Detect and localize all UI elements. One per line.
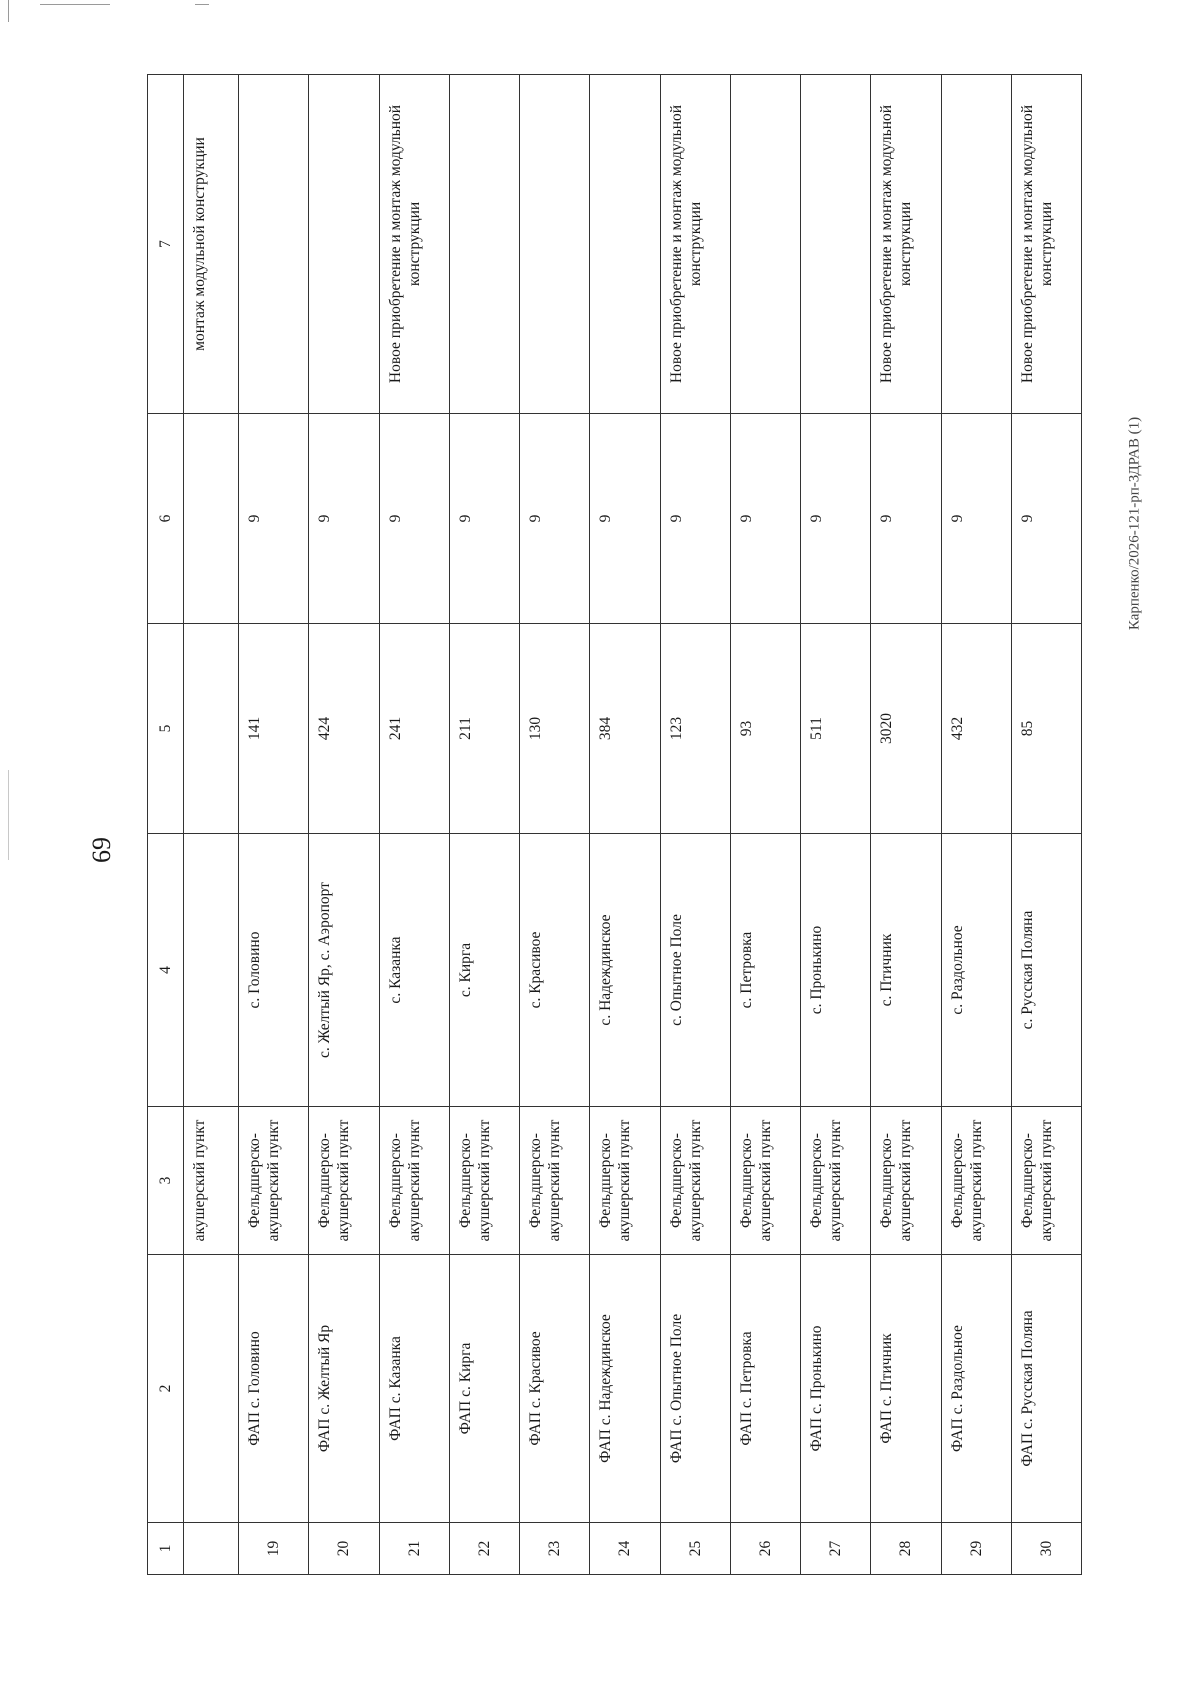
cell-number: 26: [730, 1523, 800, 1575]
column-header: 5: [148, 624, 184, 834]
cell-name: ФАП с. Желтый Яр: [309, 1255, 379, 1523]
cell-type: Фельдшерско-акушерский пункт: [941, 1107, 1011, 1255]
cell-population: [184, 624, 239, 834]
cell-number: 28: [871, 1523, 941, 1575]
table-row: [871, 75, 941, 1575]
cell-level: 9: [309, 414, 379, 624]
cell-name: ФАП с. Птичник: [871, 1255, 941, 1523]
rotated-table-container: [147, 75, 1082, 1575]
cell-population: 424: [309, 624, 379, 834]
column-header: 1: [148, 1523, 184, 1575]
cell-type: Фельдшерско-акушерский пункт: [239, 1107, 309, 1255]
table-row: [590, 75, 660, 1575]
cell-locality: с. Русская Поляна: [1011, 834, 1081, 1107]
cell-population: 211: [449, 624, 519, 834]
scan-edge-mark: [8, 0, 9, 22]
cell-level: [184, 414, 239, 624]
document-reference: Карпенко/2026-121-рп-ЗДРАВ (1): [1126, 416, 1143, 631]
cell-population: 3020: [871, 624, 941, 834]
cell-note: [239, 75, 309, 414]
column-header: 4: [148, 834, 184, 1107]
table-row: [449, 75, 519, 1575]
cell-note: [730, 75, 800, 414]
cell-number: 25: [660, 1523, 730, 1575]
cell-name: ФАП с. Красивое: [520, 1255, 590, 1523]
cell-number: 29: [941, 1523, 1011, 1575]
table-row: [660, 75, 730, 1575]
cell-level: 9: [1011, 414, 1081, 624]
cell-level: 9: [730, 414, 800, 624]
cell-note: монтаж модульной конструкции: [184, 75, 239, 414]
cell-locality: с. Головино: [239, 834, 309, 1107]
table-row: [239, 75, 309, 1575]
scan-edge-mark: [195, 4, 209, 5]
cell-type: акушерский пункт: [184, 1107, 239, 1255]
table-row: [309, 75, 379, 1575]
cell-level: 9: [871, 414, 941, 624]
table-row: [941, 75, 1011, 1575]
column-header: 7: [148, 75, 184, 414]
table-row: [730, 75, 800, 1575]
cell-note: [801, 75, 871, 414]
table-row: [801, 75, 871, 1575]
cell-type: Фельдшерско-акушерский пункт: [660, 1107, 730, 1255]
table-row: [520, 75, 590, 1575]
cell-locality: с. Надеждинское: [590, 834, 660, 1107]
column-header: 6: [148, 414, 184, 624]
cell-name: ФАП с. Надеждинское: [590, 1255, 660, 1523]
cell-number: 27: [801, 1523, 871, 1575]
cell-population: 93: [730, 624, 800, 834]
cell-type: Фельдшерско-акушерский пункт: [871, 1107, 941, 1255]
cell-type: Фельдшерско-акушерский пункт: [449, 1107, 519, 1255]
cell-level: 9: [660, 414, 730, 624]
cell-level: 9: [941, 414, 1011, 624]
cell-type: Фельдшерско-акушерский пункт: [590, 1107, 660, 1255]
cell-level: 9: [801, 414, 871, 624]
cell-level: 9: [520, 414, 590, 624]
cell-type: Фельдшерско-акушерский пункт: [520, 1107, 590, 1255]
cell-type: Фельдшерско-акушерский пункт: [379, 1107, 449, 1255]
cell-population: 241: [379, 624, 449, 834]
cell-locality: с. Кирга: [449, 834, 519, 1107]
table-row: [1011, 75, 1081, 1575]
cell-population: 130: [520, 624, 590, 834]
column-header: 2: [148, 1255, 184, 1523]
cell-name: ФАП с. Петровка: [730, 1255, 800, 1523]
cell-name: [184, 1255, 239, 1523]
cell-locality: с. Петровка: [730, 834, 800, 1107]
cell-number: [184, 1523, 239, 1575]
facilities-table: [147, 74, 1082, 1575]
cell-population: 141: [239, 624, 309, 834]
cell-number: 20: [309, 1523, 379, 1575]
cell-level: 9: [239, 414, 309, 624]
cell-population: 123: [660, 624, 730, 834]
continuation-row: [184, 75, 239, 1575]
cell-locality: с. Раздольное: [941, 834, 1011, 1107]
table-row: [379, 75, 449, 1575]
cell-locality: с. Птичник: [871, 834, 941, 1107]
cell-type: Фельдшерско-акушерский пункт: [730, 1107, 800, 1255]
cell-type: Фельдшерско-акушерский пункт: [309, 1107, 379, 1255]
header-row: [148, 75, 184, 1575]
cell-name: ФАП с. Раздольное: [941, 1255, 1011, 1523]
cell-locality: с. Опытное Поле: [660, 834, 730, 1107]
cell-note: [449, 75, 519, 414]
cell-name: ФАП с. Русская Поляна: [1011, 1255, 1081, 1523]
cell-population: 85: [1011, 624, 1081, 834]
cell-level: 9: [379, 414, 449, 624]
cell-note: [520, 75, 590, 414]
cell-number: 24: [590, 1523, 660, 1575]
cell-level: 9: [590, 414, 660, 624]
column-header: 3: [148, 1107, 184, 1255]
cell-number: 21: [379, 1523, 449, 1575]
cell-locality: с. Казанка: [379, 834, 449, 1107]
cell-locality: с. Красивое: [520, 834, 590, 1107]
cell-note: Новое приобретение и монтаж модульной конструкции: [379, 75, 449, 414]
cell-population: 384: [590, 624, 660, 834]
cell-name: ФАП с. Пронькино: [801, 1255, 871, 1523]
cell-name: ФАП с. Головино: [239, 1255, 309, 1523]
cell-level: 9: [449, 414, 519, 624]
cell-number: 30: [1011, 1523, 1081, 1575]
cell-number: 22: [449, 1523, 519, 1575]
scan-edge-mark: [40, 4, 110, 5]
cell-name: ФАП с. Казанка: [379, 1255, 449, 1523]
cell-note: Новое приобретение и монтаж модульной конструкции: [871, 75, 941, 414]
cell-population: 432: [941, 624, 1011, 834]
cell-number: 23: [520, 1523, 590, 1575]
cell-note: Новое приобретение и монтаж модульной конструкции: [1011, 75, 1081, 414]
cell-number: 19: [239, 1523, 309, 1575]
scan-edge-mark: [8, 770, 9, 860]
cell-type: Фельдшерско-акушерский пункт: [801, 1107, 871, 1255]
cell-note: Новое приобретение и монтаж модульной конструкции: [660, 75, 730, 414]
cell-note: [590, 75, 660, 414]
page-number: 69: [87, 837, 116, 863]
cell-type: Фельдшерско-акушерский пункт: [1011, 1107, 1081, 1255]
cell-population: 511: [801, 624, 871, 834]
cell-locality: с. Пронькино: [801, 834, 871, 1107]
cell-locality: с. Желтый Яр, с. Аэропорт: [309, 834, 379, 1107]
cell-name: ФАП с. Кирга: [449, 1255, 519, 1523]
cell-note: [941, 75, 1011, 414]
cell-locality: [184, 834, 239, 1107]
footer-wrapper: [1125, 215, 1145, 835]
cell-note: [309, 75, 379, 414]
cell-name: ФАП с. Опытное Поле: [660, 1255, 730, 1523]
